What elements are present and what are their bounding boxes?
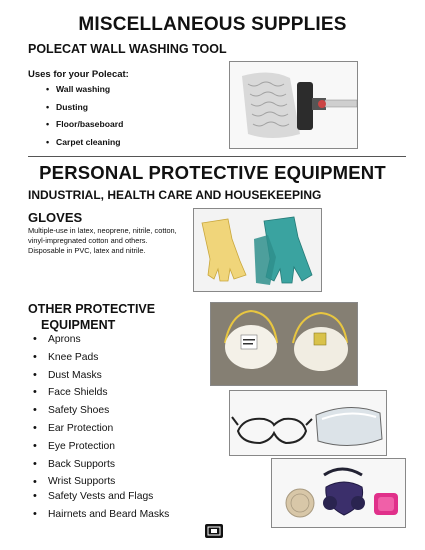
gloves-image (193, 208, 322, 292)
list-item: • Knee Pads (33, 349, 169, 367)
list-item: • Hairnets and Beard Masks (33, 506, 169, 524)
list-item: • Ear Protection (33, 420, 169, 438)
footer-logo (205, 524, 223, 538)
list-item: • Face Shields (33, 384, 169, 402)
list-item: • Floor/baseboard (46, 116, 123, 134)
list-item: • Aprons (33, 331, 169, 349)
gloves-title: GLOVES (28, 210, 83, 225)
other-ppe-title-line1: OTHER PROTECTIVE (28, 302, 156, 316)
list-item: • Wall washing (46, 81, 123, 99)
gloves-text-multiple: Multiple-use in latex, neoprene, nitrile, cotton, vinyl-impregnated cotton and others. (28, 226, 177, 246)
list-item: • Back Supports (33, 456, 169, 474)
list-item: • Eye Protection (33, 438, 169, 456)
uses-title: Uses for your Polecat: (28, 69, 129, 80)
list-item: • Safety Vests and Flags (33, 488, 169, 506)
misc-title: MISCELLANEOUS SUPPLIES (78, 14, 347, 35)
list-item: • Carpet cleaning (46, 134, 123, 152)
respirator-image (271, 458, 406, 528)
safety-glasses-image (229, 390, 387, 456)
dust-masks-image (210, 302, 358, 386)
list-item: • Dust Masks (33, 367, 169, 385)
other-ppe-title (28, 301, 155, 333)
other-ppe-list (33, 331, 169, 524)
ppe-subtitle: INDUSTRIAL, HEALTH CARE AND HOUSEKEEPING (28, 188, 322, 202)
list-item: • Dusting (46, 99, 123, 117)
polecat-subtitle: POLECAT WALL WASHING TOOL (28, 42, 227, 56)
section-divider (28, 156, 406, 157)
gloves-description (28, 226, 193, 257)
list-item: • Safety Shoes (33, 402, 169, 420)
list-item: • Wrist Supports (33, 476, 169, 488)
other-ppe-title-line2: EQUIPMENT (41, 318, 116, 332)
gloves-text-disposable: Disposable in PVC, latex and nitrile. (28, 246, 146, 256)
ppe-title: PERSONAL PROTECTIVE EQUIPMENT (39, 162, 386, 183)
polecat-tool-image (229, 61, 358, 149)
uses-list (46, 81, 123, 151)
